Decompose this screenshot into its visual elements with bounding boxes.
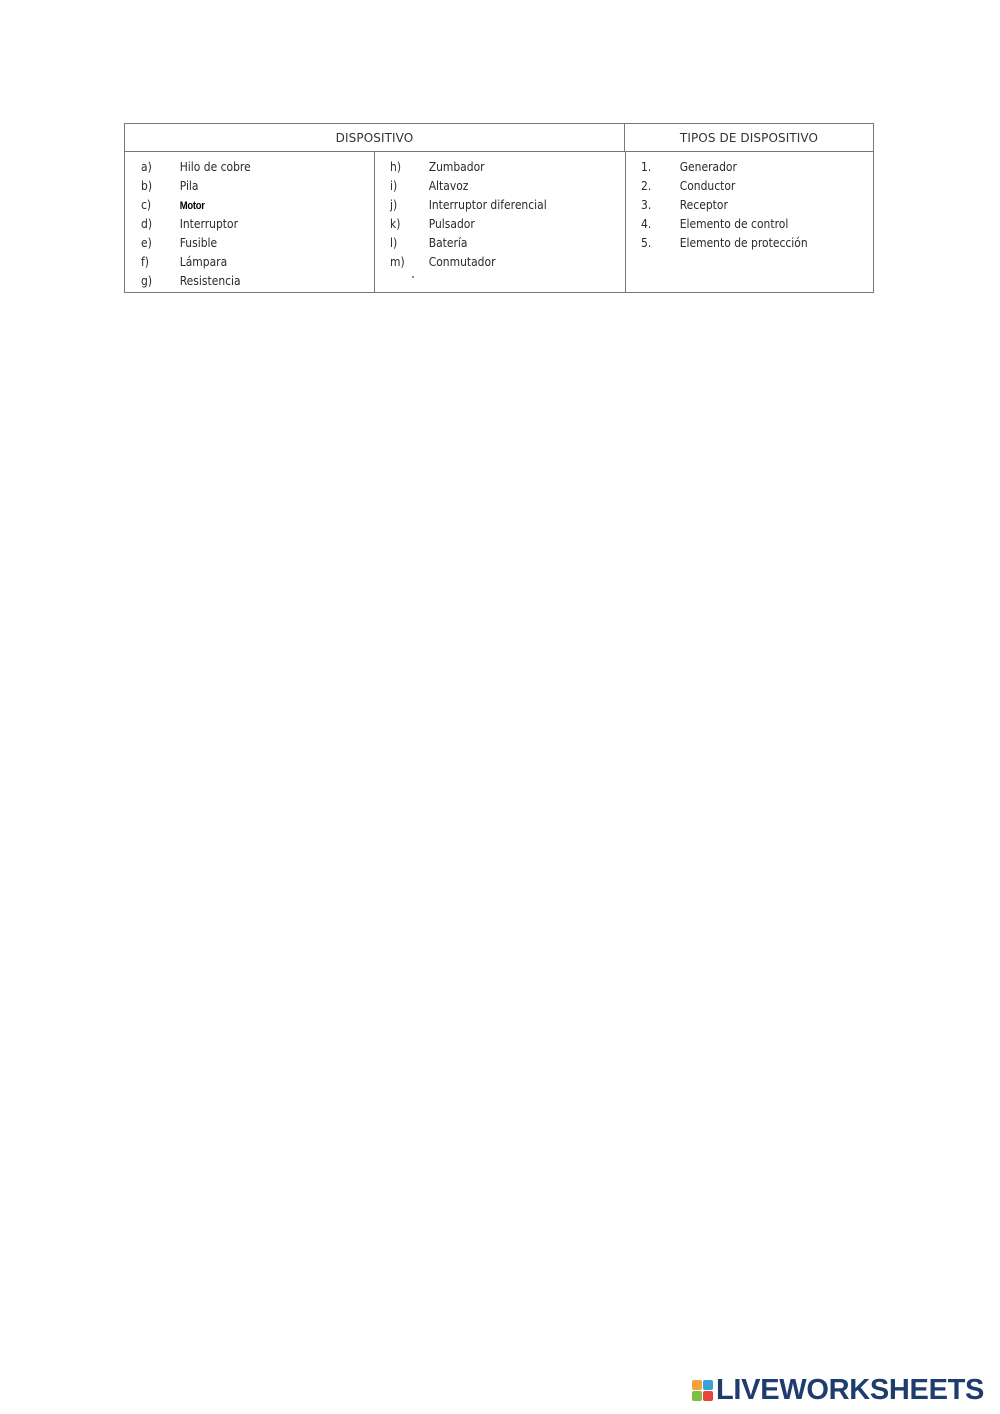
item-key: j) <box>390 197 398 212</box>
item-label: Interruptor diferencial <box>428 197 547 212</box>
list-item <box>390 195 547 214</box>
item-key: b) <box>141 178 153 193</box>
item-key: g) <box>141 273 153 288</box>
header-dispositivo: DISPOSITIVO <box>125 124 625 152</box>
item-key: i) <box>390 178 398 193</box>
item-key: 4. <box>641 216 652 231</box>
list-item <box>390 157 547 176</box>
item-label: Elemento de protección <box>679 235 808 250</box>
item-label: Pila <box>179 178 199 193</box>
list-item <box>641 157 808 176</box>
item-label: Conductor <box>679 178 736 193</box>
liveworksheets-brand <box>692 1375 984 1405</box>
item-label: Fusible <box>179 235 218 250</box>
item-key: l) <box>390 235 398 250</box>
list-item <box>641 214 808 233</box>
item-label: Hilo de cobre <box>179 159 251 174</box>
item-key: f) <box>141 254 149 269</box>
list-item <box>141 214 251 233</box>
device-list-h-to-m <box>390 157 572 271</box>
header-tipos-de-dispositivo: TIPOS DE DISPOSITIVO <box>625 124 873 152</box>
list-item <box>641 176 808 195</box>
list-item <box>641 233 808 252</box>
list-item <box>390 252 547 271</box>
item-key: c) <box>141 197 152 212</box>
list-item <box>390 233 547 252</box>
logo-square-e <box>703 1391 713 1401</box>
item-key: 3. <box>641 197 652 212</box>
list-item <box>141 157 251 176</box>
item-key: d) <box>141 216 153 231</box>
item-label: Interruptor <box>179 216 239 231</box>
item-key: 1. <box>641 159 652 174</box>
column-divider <box>374 152 375 292</box>
device-type-list <box>641 157 835 252</box>
item-key: a) <box>141 159 152 174</box>
list-item <box>141 233 251 252</box>
list-item <box>390 214 547 233</box>
device-types-table <box>124 123 874 293</box>
item-label: Zumbador <box>428 159 485 174</box>
item-key: e) <box>141 235 152 250</box>
logo-square-i <box>703 1380 713 1390</box>
liveworksheets-logo-icon <box>692 1380 713 1401</box>
item-key: 5. <box>641 235 652 250</box>
logo-square-l <box>692 1380 702 1390</box>
item-key: m) <box>390 254 405 269</box>
list-item <box>641 195 808 214</box>
item-label: Conmutador <box>428 254 496 269</box>
stray-dot-mark <box>412 276 414 278</box>
item-label: Altavoz <box>428 178 469 193</box>
item-label: Elemento de control <box>679 216 789 231</box>
item-label: Batería <box>428 235 468 250</box>
item-label: Generador <box>679 159 737 174</box>
item-label: Resistencia <box>179 273 241 288</box>
list-item <box>141 271 251 290</box>
list-item <box>141 176 251 195</box>
logo-square-v <box>692 1391 702 1401</box>
item-label: Receptor <box>679 197 728 212</box>
column-divider <box>625 152 626 292</box>
item-key: 2. <box>641 178 652 193</box>
brand-wordmark: LIVEWORKSHEETS <box>716 1374 985 1406</box>
item-label: Lámpara <box>179 254 228 269</box>
item-key: h) <box>390 159 402 174</box>
list-item <box>390 176 547 195</box>
device-list-a-to-g <box>141 157 269 290</box>
list-item <box>141 252 251 271</box>
item-label: Pulsador <box>428 216 475 231</box>
item-label: Motor <box>179 200 205 212</box>
list-item <box>141 195 251 214</box>
item-key: k) <box>390 216 401 231</box>
